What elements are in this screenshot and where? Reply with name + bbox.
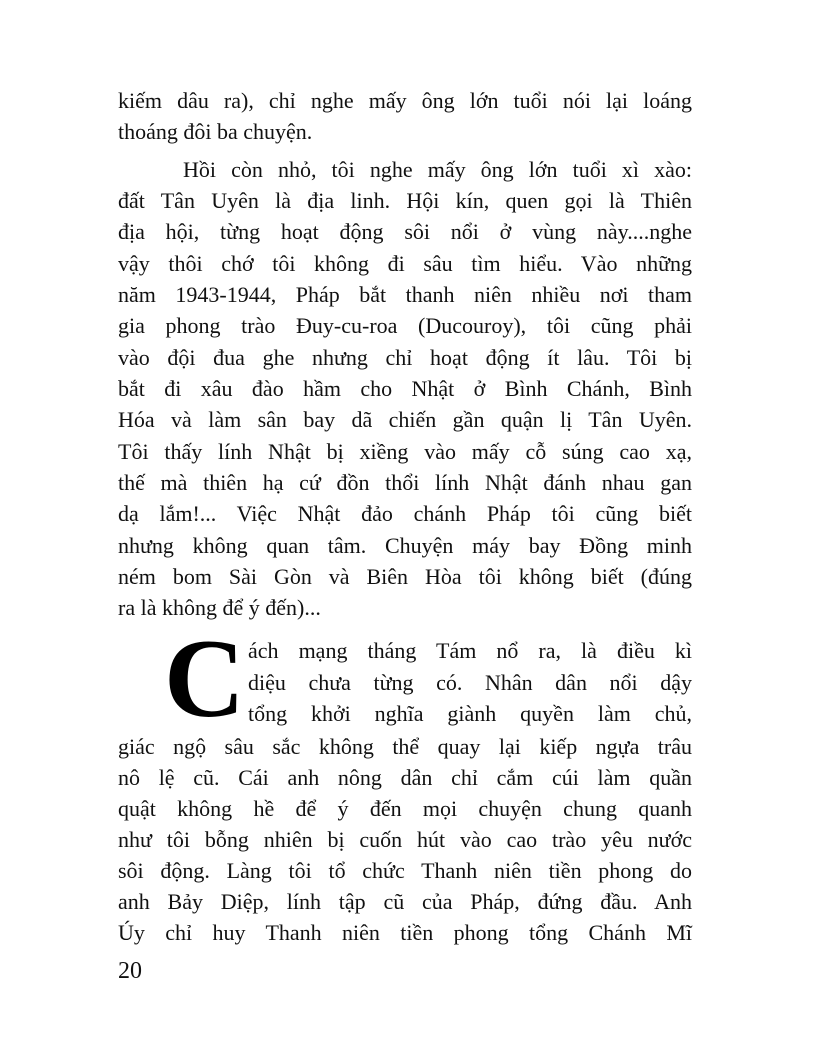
text-line: ách mạng tháng Tám nổ ra, là điều kì	[248, 638, 692, 663]
text-line: Hóa và làm sân bay dã chiến gần quận lị Tân Uyên.	[118, 407, 692, 432]
text-line: kiếm dâu ra), chỉ nghe mấy ông lớn tuổi nói lại loáng	[118, 88, 692, 113]
text-line: địa hội, từng hoạt động sôi nổi ở vùng này....nghe	[118, 219, 692, 244]
text-line: nhưng không quan tâm. Chuyện máy bay Đồng minh	[118, 533, 692, 558]
text-line: bắt đi xâu đào hầm cho Nhật ở Bình Chánh, Bình	[118, 376, 692, 401]
text-line: Úy chỉ huy Thanh niên tiền phong tổng Chánh Mĩ	[118, 920, 692, 945]
text-line: như tôi bỗng nhiên bị cuốn hút vào cao trào yêu nước	[118, 827, 692, 852]
text-line: anh Bảy Diệp, lính tập cũ của Pháp, đứng đầu. Anh	[118, 889, 692, 914]
text-line: giác ngộ sâu sắc không thể quay lại kiếp ngựa trâu	[118, 734, 692, 759]
text-line: Tôi thấy lính Nhật bị xiềng vào mấy cỗ súng cao xạ,	[118, 439, 692, 464]
text-line: ném bom Sài Gòn và Biên Hòa tôi không biết (đúng	[118, 564, 692, 589]
text-line: sôi động. Làng tôi tổ chức Thanh niên tiền phong do	[118, 858, 692, 883]
text-line: đất Tân Uyên là địa linh. Hội kín, quen gọi là Thiên	[118, 188, 692, 213]
text-line: quật không hề để ý đến mọi chuyện chung quanh	[118, 796, 692, 821]
text-line: ra là không để ý đến)...	[118, 595, 321, 620]
text-line: vậy thôi chớ tôi không đi sâu tìm hiểu. Vào những	[118, 251, 692, 276]
drop-cap: C	[164, 617, 245, 741]
text-line: Hồi còn nhỏ, tôi nghe mấy ông lớn tuổi xì xào:	[183, 157, 692, 182]
page-number: 20	[118, 958, 142, 984]
text-line: năm 1943-1944, Pháp bắt thanh niên nhiều nơi tham	[118, 282, 692, 307]
text-line: gia phong trào Đuy-cu-roa (Ducouroy), tôi cũng phải	[118, 313, 692, 338]
text-line: nô lệ cũ. Cái anh nông dân chỉ cắm cúi làm quần	[118, 765, 692, 790]
text-line: diệu chưa từng có. Nhân dân nổi dậy	[248, 670, 692, 695]
text-line: vào đội đua ghe nhưng chỉ hoạt động ít lâu. Tôi bị	[118, 345, 692, 370]
text-line: dạ lắm!... Việc Nhật đảo chánh Pháp tôi cũng biết	[118, 501, 692, 526]
text-line: thế mà thiên hạ cứ đồn thổi lính Nhật đánh nhau gan	[118, 470, 692, 495]
text-line: tổng khởi nghĩa giành quyền làm chủ,	[248, 701, 692, 726]
text-line: thoáng đôi ba chuyện.	[118, 119, 313, 144]
